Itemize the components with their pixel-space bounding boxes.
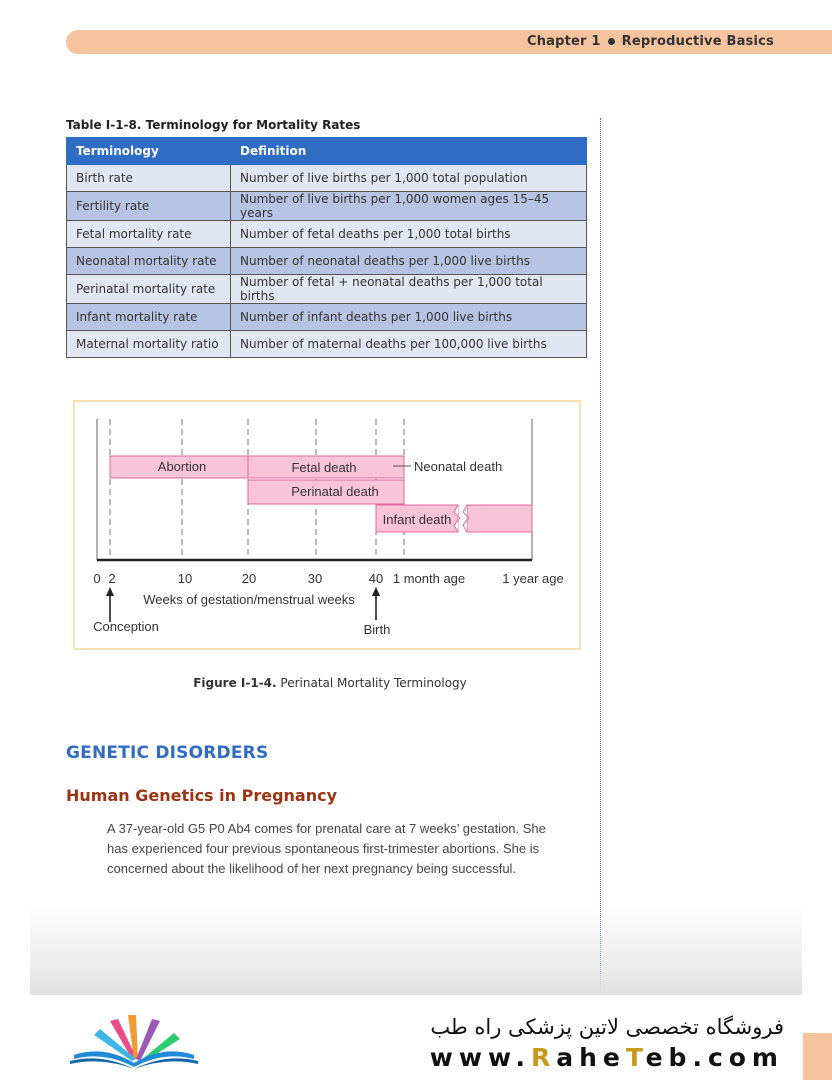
neonatal-death-label: Neonatal death [414,459,503,474]
url-letter-r: R [530,1043,557,1072]
url-prefix: www. [429,1043,531,1072]
fetal-death-label: Fetal death [291,460,357,475]
infant-death-label: Infant death [382,512,452,527]
infant-death-bar-right [467,505,532,532]
footer-store-name: فروشگاه تخصصی لاتین پزشکی راه طب [430,1015,784,1039]
url-middle: ahe [556,1043,626,1072]
url-letter-t: T [625,1043,646,1072]
definition-cell: Number of infant deaths per 1,000 live births [231,304,587,331]
tick-label: 30 [307,571,323,586]
url-suffix: eb.com [645,1043,784,1072]
definition-cell: Number of live births per 1,000 total population [231,165,587,192]
table-header-row [67,138,587,165]
mortality-terms-table [66,137,587,358]
perinatal-death-label: Perinatal death [291,484,379,499]
chapter-header-bar [66,30,832,54]
margin-divider [600,118,601,994]
tick-label: 0 [93,571,101,586]
table-caption: Table I-1-8. Terminology for Mortality Rates [66,118,361,132]
header-terminology: Terminology [67,138,231,165]
tick-label: 1 month age [392,571,466,586]
table-row [67,221,587,248]
chapter-number: Chapter 1 [526,34,601,49]
subsection-heading: Human Genetics in Pregnancy [66,786,338,805]
abortion-label: Abortion [157,459,207,474]
arrowhead-icon [372,587,380,596]
table-row [67,331,587,358]
term-cell: Fetal mortality rate [67,221,231,248]
term-cell: Fertility rate [67,192,231,221]
perinatal-figure [73,400,581,650]
definition-cell: Number of fetal deaths per 1,000 total births [231,221,587,248]
term-cell: Infant mortality rate [67,304,231,331]
figure-title: Perinatal Mortality Terminology [280,676,467,690]
open-book-logo-icon [70,1009,200,1069]
chapter-header [527,34,774,49]
table-row [67,275,587,304]
chapter-title: Reproductive Basics [621,34,774,49]
timeline-diagram [75,402,579,648]
bullet-icon [608,38,615,45]
case-paragraph: A 37-year-old G5 P0 Ab4 comes for prenatal care at 7 weeks’ gestation. She has experienced four previous spontaneous first-trimester abortions. She is concerned about the likelihood of her next pregnancy being successful. [107,821,546,876]
definition-cell: Number of neonatal deaths per 1,000 live births [231,248,587,275]
table-row [67,165,587,192]
tick-label: 40 [368,571,384,586]
tick-label: 10 [177,571,193,586]
definition-cell: Number of fetal + neonatal deaths per 1,000 total births [231,275,587,304]
conception-label: Conception [93,619,159,634]
tick-label: 2 [108,571,116,586]
term-cell: Neonatal mortality rate [67,248,231,275]
definition-cell: Number of live births per 1,000 women ages 15–45 years [231,192,587,221]
page-bottom-shadow [30,905,802,995]
footer-banner [0,995,832,1080]
arrowhead-icon [106,587,114,596]
table-row [67,248,587,275]
axis-label: Weeks of gestation/menstrual weeks [143,592,355,607]
birth-label: Birth [363,622,391,637]
term-cell: Maternal mortality ratio [67,331,231,358]
table-row [67,304,587,331]
footer-url[interactable] [430,1043,784,1072]
section-heading: GENETIC DISORDERS [66,743,269,763]
term-cell: Birth rate [67,165,231,192]
figure-caption [0,676,660,690]
page-edge-tab [803,1033,832,1080]
table-row [67,192,587,221]
figure-number: Figure I-1-4. [193,676,277,690]
header-definition: Definition [231,138,587,165]
term-cell: Perinatal mortality rate [67,275,231,304]
tick-label: 1 year age [502,571,564,586]
tick-label: 20 [241,571,257,586]
definition-cell: Number of maternal deaths per 100,000 live births [231,331,587,358]
